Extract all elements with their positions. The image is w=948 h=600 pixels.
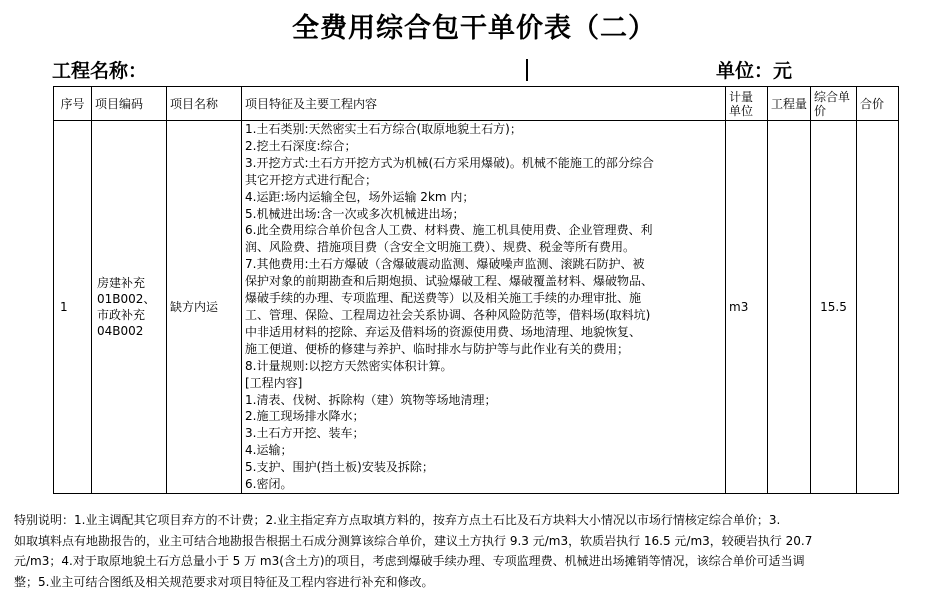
cell-unit-price: 15.5 — [811, 121, 857, 494]
content-line: 其它开挖方式进行配合； — [245, 172, 378, 187]
content-line: 2.施工现场排水降水； — [245, 409, 365, 424]
price-table — [53, 86, 899, 494]
code-line: 市政补充 — [97, 307, 146, 322]
cell-seq: 1 — [54, 121, 92, 494]
code-line: 04B002 — [97, 323, 144, 338]
content-line: 7.其他费用:土石方爆破（含爆破震动监测、爆破噪声监测、滚跳石防护、被 — [245, 257, 645, 272]
table-row — [54, 121, 899, 494]
table-header-row — [54, 87, 899, 121]
content-line: 4.运输； — [245, 443, 293, 458]
content-line: 5.机械进出场:含一次或多次机械进出场； — [245, 206, 465, 221]
code-line: 01B002、 — [97, 291, 156, 306]
cell-quantity — [768, 121, 811, 494]
note-line: 如取填料点有地勘报告的，业主可结合地勘报告根据土石成分测算该综合单价，建议土方执行 9.3 元/m3，软质岩执行 16.5 元/m3，较硬岩执行 20.7 — [14, 533, 813, 548]
note-line: 整；5.业主可结合图纸及相关规范要求对项目特征及工程内容进行补充和修改。 — [14, 574, 434, 589]
cell-name: 缺方内运 — [167, 121, 242, 494]
content-line: 3.开挖方式:土石方开挖方式为机械(石方采用爆破)。机械不能施工的部分综合 — [245, 155, 654, 170]
col-header-quantity: 工程量 — [768, 87, 811, 121]
col-header-seq: 序号 — [54, 87, 92, 121]
col-header-content: 项目特征及主要工程内容 — [242, 87, 726, 121]
special-notes — [14, 510, 916, 592]
project-name-label: 工程名称： — [52, 60, 148, 82]
col-header-total: 合价 — [857, 87, 899, 121]
text-cursor — [526, 59, 528, 81]
content-line: 施工便道、便桥的修建与养护、临时排水与防护等与此作业有关的费用； — [245, 341, 630, 356]
cell-total — [857, 121, 899, 494]
content-line: 2.挖土石深度:综合； — [245, 138, 357, 153]
col-header-name: 项目名称 — [167, 87, 242, 121]
cell-content — [242, 121, 726, 494]
content-line: 3.土石方开挖、装车； — [245, 426, 365, 441]
content-line: 6.密闭。 — [245, 477, 293, 492]
page-title: 全费用综合包干单价表（二） — [292, 13, 656, 44]
content-line: 4.运距:场内运输全包，场外运输 2km 内； — [245, 189, 475, 204]
content-line: 1.清表、伐树、拆除构（建）筑物等场地清理； — [245, 392, 497, 407]
content-line: [工程内容] — [245, 375, 303, 390]
content-line: 8.计量规则:以挖方天然密实体积计算。 — [245, 358, 453, 373]
content-line: 5.支护、围护(挡土板)安装及拆除； — [245, 460, 434, 475]
note-line: 元/m3；4.对于取原地貌土石方总量小于 5 万 m3(含土方)的项目，考虑到爆破手续办理、专项监理费、机械进出场摊销等情况，该综合单价可适当调 — [14, 554, 805, 568]
content-line: 中非适用材料的挖除、弃运及借料场的资源使用费、场地清理、地貌恢复、 — [245, 324, 642, 339]
unit-label: 单位：元 — [716, 60, 793, 82]
code-line: 房建补充 — [97, 275, 146, 290]
cell-unit: m3 — [726, 121, 768, 494]
col-header-unit: 计量单位 — [726, 87, 768, 121]
cell-code — [92, 121, 167, 494]
content-line: 保护对象的前期勘查和后期炮损、试验爆破工程、爆破覆盖材料、爆破物品、 — [245, 274, 654, 289]
col-header-unit-price: 综合单价 — [811, 87, 857, 121]
content-line: 爆破手续的办理、专项监理、配送费等）以及相关施工手续的办理审批、施 — [245, 291, 642, 306]
note-line: 特别说明：1.业主调配其它项目弃方的不计费；2.业主指定弃方点取填方料的，按弃方点土石比及石方块料大小情况以市场行情核定综合单价；3. — [14, 513, 781, 527]
content-line: 1.土石类别:天然密实土石方综合(取原地貌土石方)； — [245, 122, 522, 136]
content-line: 润、风险费、措施项目费（含安全文明施工费）、规费、税金等所有费用。 — [245, 240, 636, 255]
content-line: 工、管理、保险、工程周边社会关系协调、各种风险防范等，借料场(取料坑) — [245, 307, 651, 322]
content-line: 6.此全费用综合单价包含人工费、材料费、施工机具使用费、企业管理费、利 — [245, 223, 653, 238]
col-header-code: 项目编码 — [92, 87, 167, 121]
